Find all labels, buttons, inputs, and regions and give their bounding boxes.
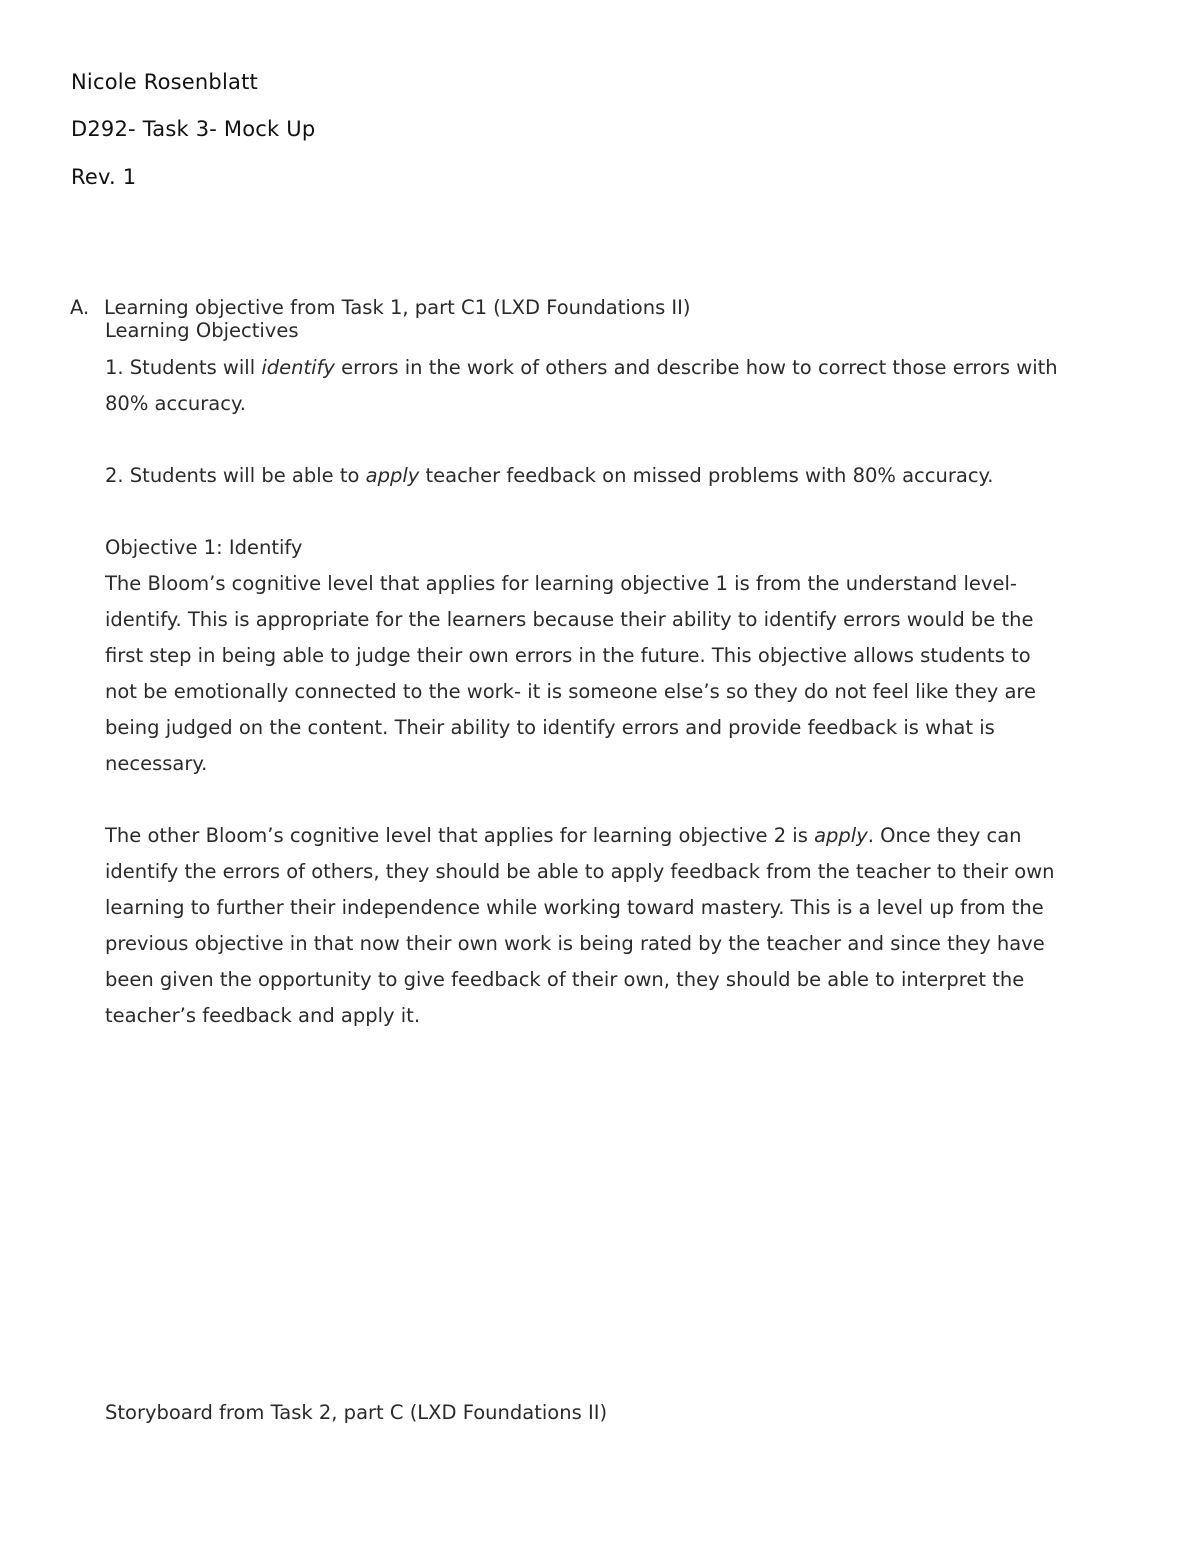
apply-line-1-prefix: The other Bloom’s cognitive level that applies for learning objective 2 is [105, 824, 815, 847]
apply-paragraph-line: been given the opportunity to give feedback of their own, they should be able to interpret the [105, 968, 1025, 991]
objective-2-verb: apply [365, 464, 420, 487]
apply-line-1-rest: . Once they can [867, 824, 1022, 847]
objective-1-rest: errors in the work of others and describe how to correct those errors with [334, 356, 1058, 379]
identify-paragraph-line: The Bloom’s cognitive level that applies for learning objective 1 is from the understand level- [105, 572, 1017, 595]
apply-paragraph-line: learning to further their independence while working toward mastery. This is a level up from the [105, 896, 1044, 919]
identify-paragraph-line: being judged on the content. Their ability to identify errors and provide feedback is what is [105, 716, 995, 739]
objective-2 [105, 458, 994, 494]
apply-verb: apply [814, 824, 868, 847]
identify-paragraph-line: identify. This is appropriate for the learners because their ability to identify errors would be the [105, 608, 1034, 631]
identify-paragraph-line: not be emotionally connected to the work- it is someone else’s so they do not feel like they are [105, 680, 1036, 703]
objective-1-verb: identify [261, 356, 335, 379]
author-name: Nicole Rosenblatt [71, 70, 258, 94]
objective-1 [105, 350, 1058, 422]
objective-1-prefix: 1. Students will [105, 356, 262, 379]
objective-2-prefix: 2. Students will be able to [105, 464, 366, 487]
identify-paragraph-line: necessary. [105, 752, 208, 775]
identify-paragraph-line: first step in being able to judge their own errors in the future. This objective allows students to [105, 644, 1031, 667]
storyboard-heading: Storyboard from Task 2, part C (LXD Foundations II) [105, 1401, 608, 1424]
apply-paragraph-line: teacher’s feedback and apply it. [105, 1004, 421, 1027]
assignment-title: D292- Task 3- Mock Up [71, 117, 316, 141]
section-a-title: Learning objective from Task 1, part C1 (LXD Foundations II) [104, 296, 691, 319]
apply-paragraph-line [105, 818, 1055, 854]
revision-label: Rev. 1 [71, 165, 137, 189]
objective-2-rest: teacher feedback on missed problems with 80% accuracy. [419, 464, 994, 487]
apply-paragraph-line: previous objective in that now their own work is being rated by the teacher and since they have [105, 932, 1045, 955]
section-marker: A. [70, 296, 90, 319]
objective-1-line-2: 80% accuracy. [105, 392, 246, 415]
identify-section-title: Objective 1: Identify [105, 536, 303, 559]
objective-1-line-1 [105, 350, 1058, 386]
learning-objectives-subheading: Learning Objectives [105, 319, 299, 342]
identify-section [105, 530, 1036, 782]
apply-section [105, 818, 1055, 1034]
apply-paragraph-line: identify the errors of others, they should be able to apply feedback from the teacher to their own [105, 860, 1055, 883]
